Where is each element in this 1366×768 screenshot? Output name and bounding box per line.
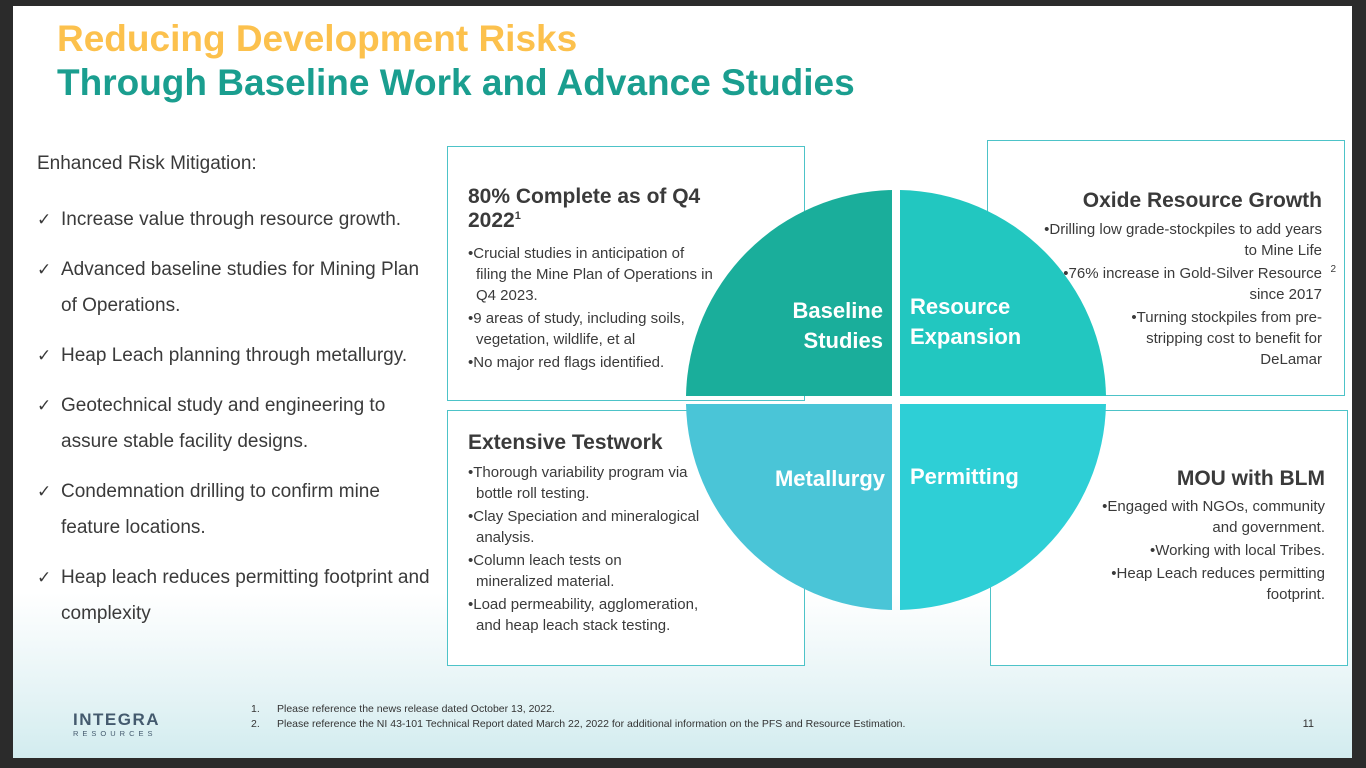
check-icon: ✓	[37, 482, 52, 501]
page-number: 11	[1302, 718, 1314, 730]
box-resource-heading: Oxide Resource Growth	[1082, 189, 1322, 212]
footnote-ref-2: 2	[1330, 264, 1336, 275]
box-resource-bullet: •76% increase in Gold-Silver Resource since 2017	[1063, 265, 1322, 303]
box-testwork-heading: Extensive Testwork	[468, 431, 663, 454]
box-mou-heading: MOU with BLM	[1176, 467, 1325, 490]
box-baseline-bullet: •No major red flags identified.	[468, 354, 665, 371]
box-resource-bullet: •Drilling low grade-stockpiles to add years to Mine Life	[1044, 221, 1322, 259]
footnote-ref-1: 1	[514, 210, 521, 222]
list-item: ✓ Heap leach reduces permitting footprint and complexity	[37, 560, 437, 632]
quadrant-label-resource: Resource Expansion	[910, 294, 1022, 349]
quadrant-circle	[686, 190, 1106, 610]
box-testwork-bullet: •Load permeability, agglomeration, and heap leach stack testing.	[468, 596, 699, 634]
box-resource-bullet: •Turning stockpiles from pre-stripping cost to benefit for DeLamar	[1131, 309, 1322, 368]
check-list	[37, 202, 437, 646]
list-item: ✓ Geotechnical study and engineering to assure stable facility designs.	[37, 388, 437, 460]
footnote-2: Please reference the NI 43-101 Technical Report dated March 22, 2022 for additional information on the PFS and Resource Estimation.	[277, 718, 906, 730]
title-line-2: Through Baseline Work and Advance Studies	[57, 62, 855, 103]
title-line-1: Reducing Development Risks	[57, 18, 578, 59]
list-item: ✓ Heap Leach planning through metallurgy.	[37, 338, 437, 374]
list-item: ✓ Condemnation drilling to confirm mine feature locations.	[37, 474, 437, 546]
left-lead: Enhanced Risk Mitigation:	[37, 153, 257, 174]
quadrant-baseline	[686, 190, 892, 396]
slide	[13, 6, 1352, 758]
quadrant-label-metallurgy: Metallurgy	[774, 466, 885, 491]
check-icon: ✓	[37, 346, 52, 365]
quadrant-label-permitting: Permitting	[910, 464, 1019, 489]
box-baseline-heading: 80% Complete as of Q4 2022	[468, 185, 701, 232]
box-baseline-bullet: •9 areas of study, including soils, vegetation, wildlife, et al	[468, 310, 685, 348]
check-icon: ✓	[37, 396, 52, 415]
list-item: ✓ Advanced baseline studies for Mining Plan of Operations.	[37, 252, 437, 324]
box-baseline-bullet: •Crucial studies in anticipation of filing the Mine Plan of Operations in Q4 2023.	[468, 245, 713, 304]
box-mou-bullet: •Working with local Tribes.	[1149, 542, 1325, 559]
check-icon: ✓	[37, 210, 52, 229]
box-mou-bullet: •Engaged with NGOs, community and government.	[1102, 498, 1325, 536]
quadrant-permitting	[900, 404, 1106, 610]
box-testwork-bullet: •Column leach tests on mineralized material.	[468, 552, 622, 590]
check-icon: ✓	[37, 568, 52, 587]
quadrant-label-baseline: Baseline Studies	[792, 298, 883, 353]
quadrant-metallurgy	[686, 404, 892, 610]
box-testwork-bullet: •Clay Speciation and mineralogical analysis.	[468, 508, 700, 546]
box-mou-bullet: •Heap Leach reduces permitting footprint.	[1111, 565, 1325, 603]
box-testwork-bullet: •Thorough variability program via bottle roll testing.	[468, 464, 688, 502]
footnotes: 1. Please reference the news release dated October 13, 2022. 2. Please reference the NI 43-101 Technical Report dated March 22, 2022 for additional information on the PFS and Resource Estimation.	[251, 703, 906, 730]
company-logo: INTEGRA RESOURCES	[73, 710, 160, 738]
check-icon: ✓	[37, 260, 52, 279]
footnote-1: Please reference the news release dated October 13, 2022.	[277, 703, 555, 715]
list-item: ✓ Increase value through resource growth.	[37, 202, 437, 238]
